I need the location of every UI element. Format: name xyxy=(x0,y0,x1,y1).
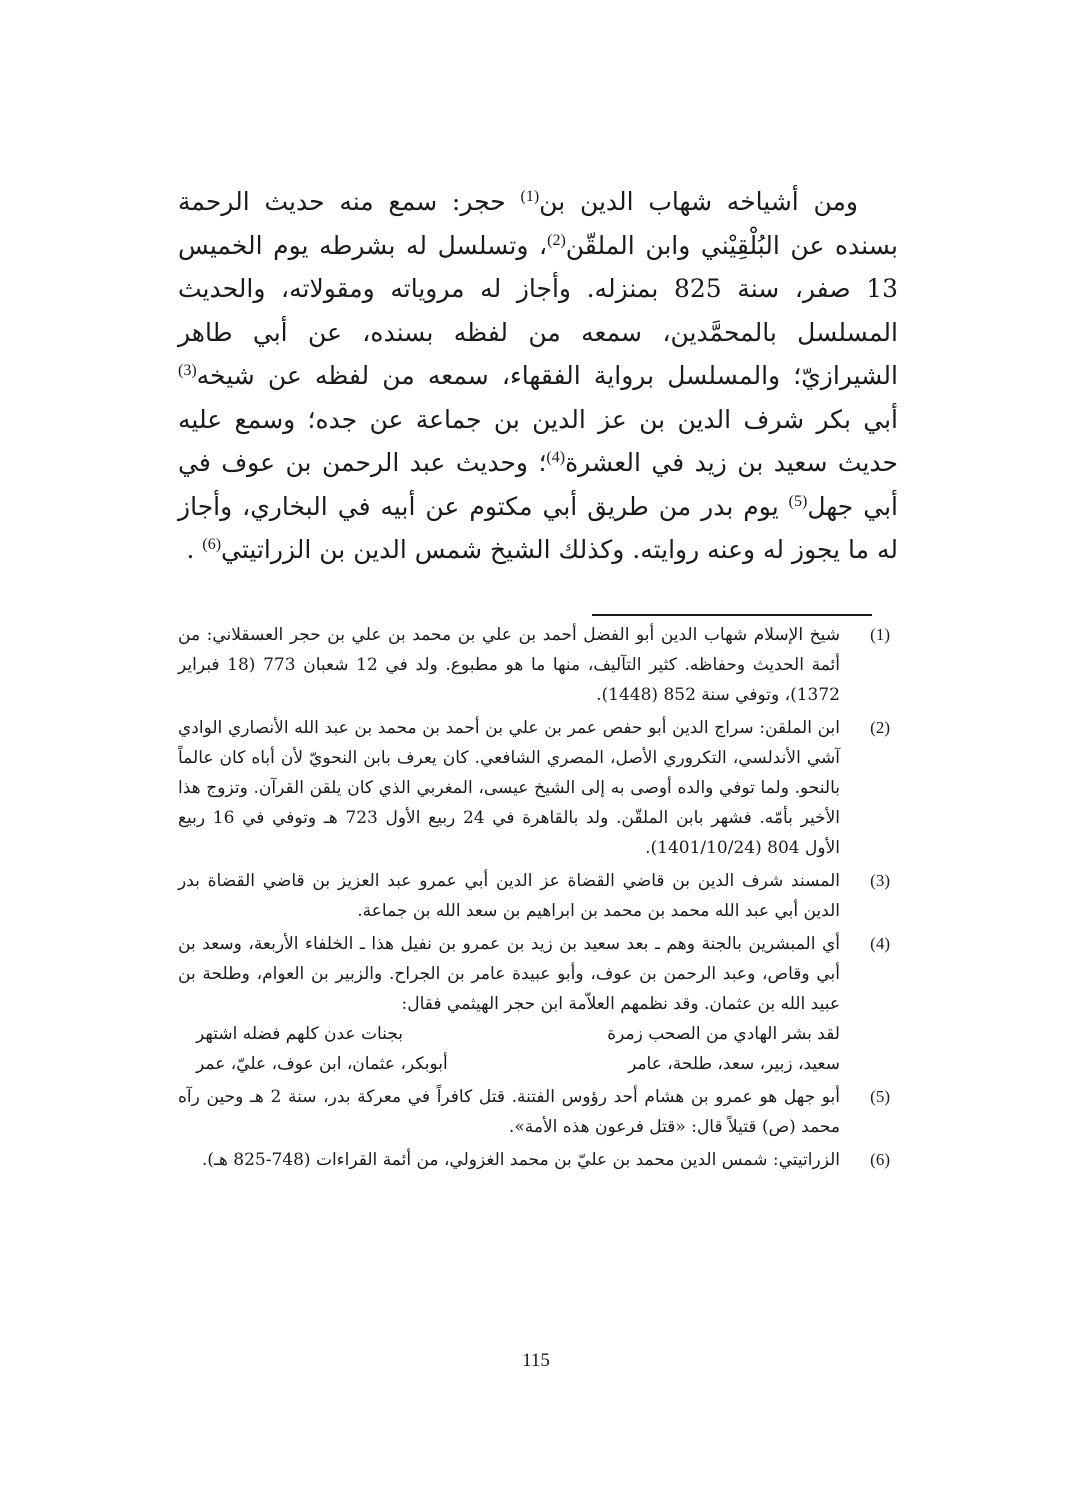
footnote-number: (3) xyxy=(870,871,890,890)
footnote-paragraph: شيخ الإسلام شهاب الدين أبو الفضل أحمد بن علي بن محمد بن علي بن حجر العسقلاني: من أئمة الحديث وحفاظه. كثير التآليف، منها ما هو مطبوع. ولد في 12 شعبان 773 (18 فبراير 1372)، وتوفي سنة 852 (1448). xyxy=(178,625,841,705)
footnote-paragraph: أبو جهل هو عمرو بن هشام أحد رؤوس الفتنة. قتل كافراً في معركة بدر، سنة 2 هـ وحين رآه محمد (ص) قتيلاً قال: «قتل فرعون هذه الأمة». xyxy=(178,1087,840,1137)
footnotes xyxy=(178,620,890,1178)
footnote-paragraph: أي المبشرين بالجنة وهم ـ بعد سعيد بن زيد بن عمرو بن نفيل هذا ـ الخلفاء الأربعة، وسعد بن أبي وقاص، وعبد الرحمن بن عوف، وأبو عبيدة عامر بن الجراح. والزبير بن العوام، وطلحة بن عبيد الله بن عثمان. وقد نظمهم العلاّمة ابن حجر الهيثمي فقال: xyxy=(178,934,840,1014)
main-paragraph xyxy=(178,180,898,572)
footnote-text xyxy=(178,713,840,863)
text-run: أبي بكر شرف الدين بن عز الدين بن جماعة عن جده؛ وسمع عليه حديث سعيد بن زيد في العشرة xyxy=(178,404,899,477)
footnote-ref-3[interactable]: (3) xyxy=(178,362,197,379)
footnote-text xyxy=(178,866,840,926)
footnote-number: (1) xyxy=(870,625,890,644)
poem-verse-1 xyxy=(178,1019,840,1049)
footnote-number: (2) xyxy=(870,718,890,737)
footnote-number: (6) xyxy=(870,1150,890,1169)
footnote-ref-5[interactable]: (5) xyxy=(788,492,808,510)
footnote-6 xyxy=(178,1145,890,1175)
footnote-4 xyxy=(178,929,890,1079)
footnote-2 xyxy=(178,713,890,863)
footnote-1 xyxy=(178,620,890,710)
poem-verse-2 xyxy=(178,1049,840,1079)
footnote-text xyxy=(178,1145,840,1175)
page-number: 115 xyxy=(522,1350,550,1371)
text-run: ؛ وحديث عبد الرحمن بن عوف في أبي جهل xyxy=(178,448,898,521)
text-run: ، وتسلسل له بشرطه يوم الخميس 13 صفر، سنة 825 بمنزله. وأجاز له مروياته ومقولاته، والحديث المسلسل بالمحمَّدين، سمعه من لفظه بسنده، عن أبي طاهر الشيرازيّ؛ والمسلسل برواية الفقهاء، سمعه من لفظه عن شيخه xyxy=(178,230,898,390)
verse-hemistich-first: سعيد، زبير، سعد، طلحة، عامر xyxy=(628,1054,840,1074)
footnote-5 xyxy=(178,1082,890,1142)
text-run: حجر: سمع منه حديث الرحمة بسنده عن البُلْقِيْني وابن الملقّن xyxy=(178,187,898,260)
footnote-ref-4[interactable]: (4) xyxy=(546,449,566,466)
footnote-paragraph: ابن الملقن: سراج الدين أبو حفص عمر بن علي بن أحمد بن محمد بن عبد الله الأنصاري الوادي آشي الأندلسي، التكروري الأصل، المصري الشافعي. كان يعرف بابن النحويّ لأن أباه كان عالماً بالنحو. ولما توفي والده أوصى به إلى الشيخ عيسى، المغربي الذي كان يلقن القرآن. وتزوج هذا الأخير بأمّه. فشهر بابن الملقّن. ولد بالقاهرة في 24 ربيع الأول 723 هـ وتوفي في 16 ربيع الأول 804 (1401/10/24). xyxy=(178,718,841,858)
footnote-3 xyxy=(178,866,890,926)
footnote-text xyxy=(178,1082,840,1142)
footnote-ref-1[interactable]: (1) xyxy=(520,188,540,205)
verse-hemistich-first: لقد بشر الهادي من الصحب زمرة xyxy=(607,1024,840,1044)
text-run: يوم بدر من طريق أبي مكتوم عن أبيه في البخاري، وأجاز له ما يجوز له وعنه روايته. وكذلك الشيخ شمس الدين بن الزراتيتي xyxy=(178,491,898,564)
verse-hemistich-second: بجنات عدن كلهم فضله اشتهر xyxy=(196,1024,403,1044)
footnote-number: (4) xyxy=(870,934,890,953)
main-text xyxy=(178,180,898,572)
footnote-divider xyxy=(592,614,872,616)
footnote-ref-6[interactable]: (6) xyxy=(202,536,222,553)
text-run: . xyxy=(186,535,203,564)
footnote-paragraph: الزراتيتي: شمس الدين محمد بن عليّ بن محمد الغزولي، من أئمة القراءات (748-825 هـ). xyxy=(201,1150,840,1170)
footnote-text xyxy=(178,620,840,710)
footnote-ref-2[interactable]: (2) xyxy=(547,231,566,249)
footnote-number: (5) xyxy=(870,1087,890,1106)
footnote-paragraph: المسند شرف الدين بن قاضي القضاة عز الدين أبي عمرو عبد العزيز بن قاضي القضاة بدر الدين أبي عبد الله محمد بن محمد بن ابراهيم بن سعد الله بن جماعة. xyxy=(178,871,840,921)
text-run: ومن أشياخه شهاب الدين بن xyxy=(539,187,858,216)
verse-hemistich-second: أبوبكر، عثمان، ابن عوف، عليّ، عمر xyxy=(196,1054,448,1074)
footnote-text xyxy=(178,929,840,1079)
